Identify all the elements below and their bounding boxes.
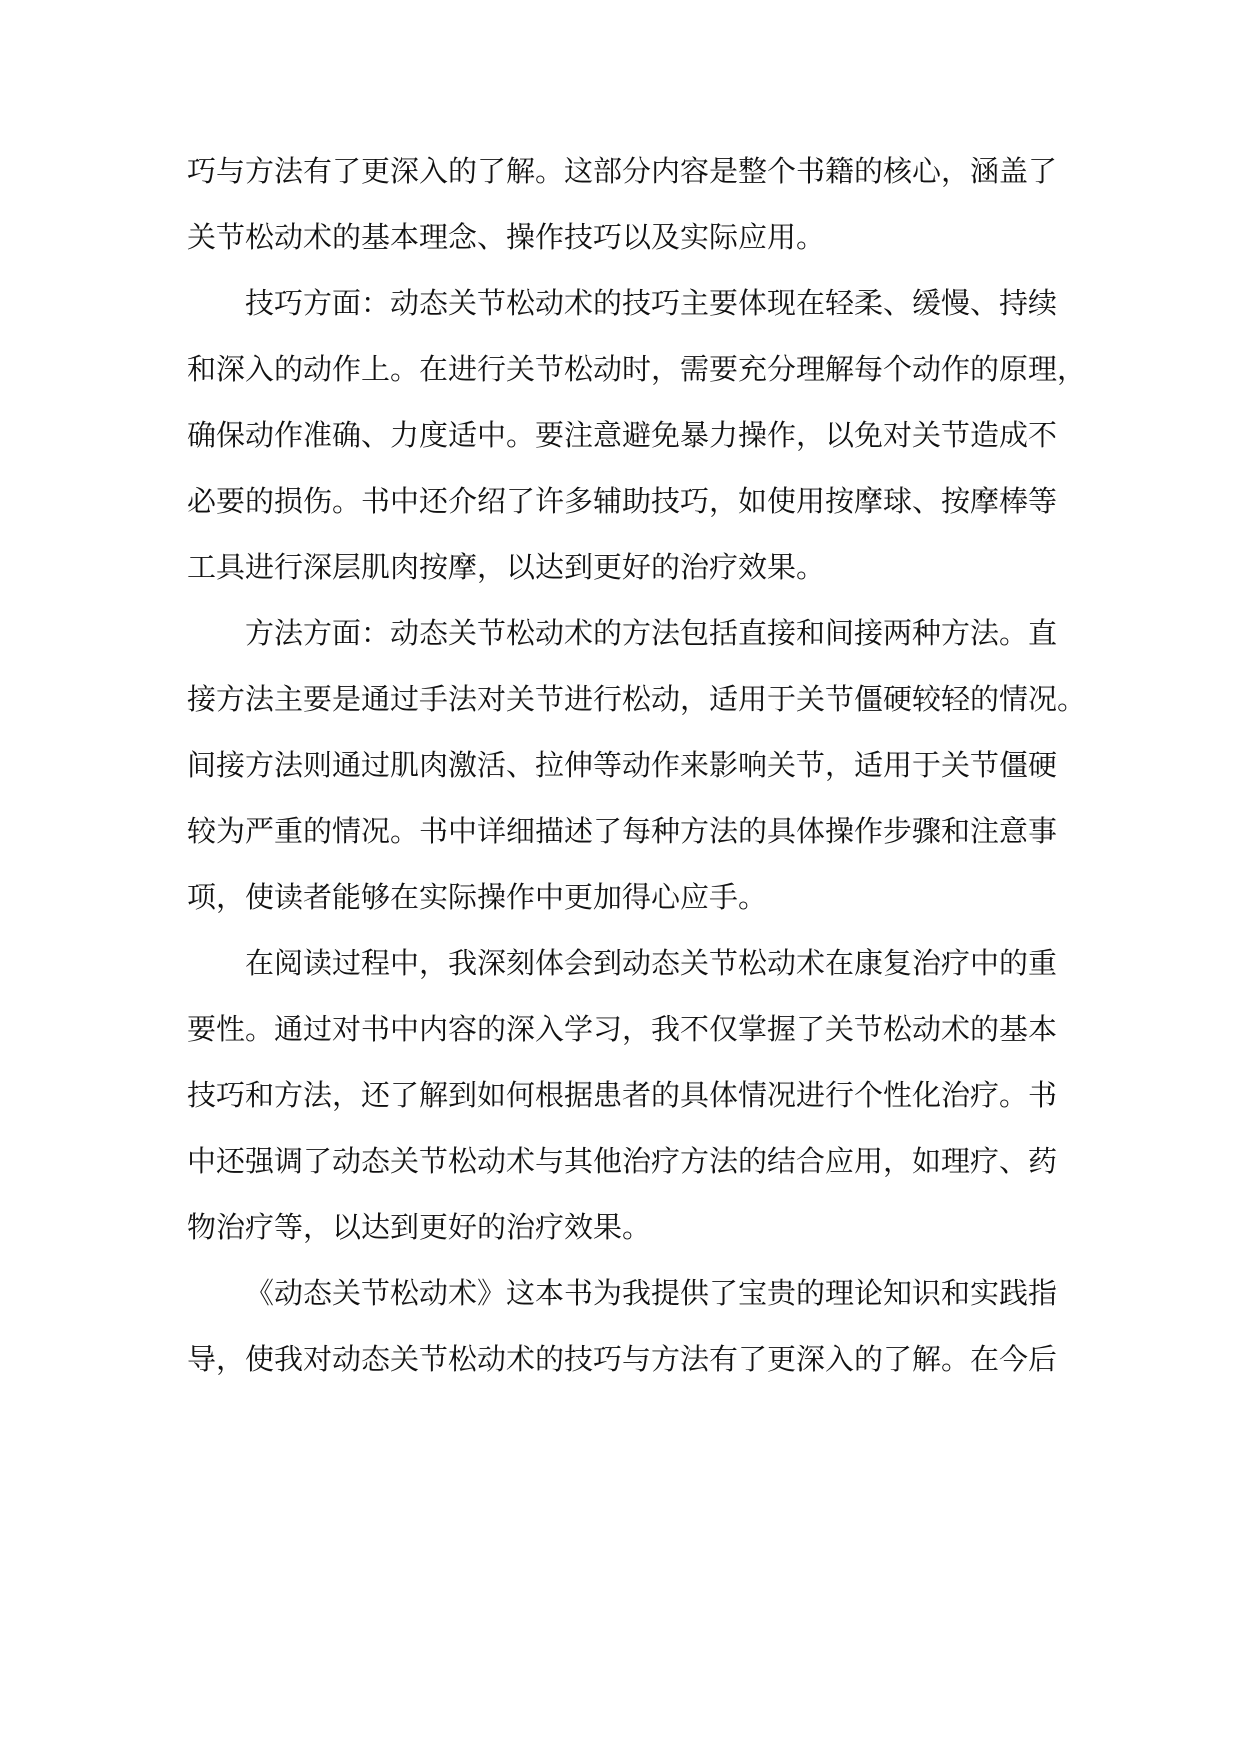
paragraph [187, 930, 1057, 1260]
paragraph [187, 600, 1087, 930]
text-line: 关节松动术的基本理念、操作技巧以及实际应用。 [187, 220, 826, 254]
text-line: 技巧和方法，还了解到如何根据患者的具体情况进行个性化治疗。书 [187, 1078, 1058, 1112]
text-line: 项，使读者能够在实际操作中更加得心应手。 [187, 880, 768, 914]
text-line: 在阅读过程中，我深刻体会到动态关节松动术在康复治疗中的重 [245, 946, 1058, 980]
text-line: 物治疗等，以达到更好的治疗效果。 [187, 1210, 652, 1244]
text-line: 较为严重的情况。书中详细描述了每种方法的具体操作步骤和注意事 [187, 814, 1058, 848]
body-text [187, 138, 1087, 1392]
text-line: 和深入的动作上。在进行关节松动时，需要充分理解每个动作的原理， [187, 352, 1087, 386]
text-line: 接方法主要是通过手法对关节进行松动，适用于关节僵硬较轻的情况。 [187, 682, 1087, 716]
text-line: 要性。通过对书中内容的深入学习，我不仅掌握了关节松动术的基本 [187, 1012, 1058, 1046]
text-line: 《动态关节松动术》这本书为我提供了宝贵的理论知识和实践指 [245, 1276, 1058, 1310]
text-line: 确保动作准确、力度适中。要注意避免暴力操作，以免对关节造成不 [187, 418, 1058, 452]
text-line: 方法方面：动态关节松动术的方法包括直接和间接两种方法。直 [245, 616, 1058, 650]
text-line: 工具进行深层肌肉按摩，以达到更好的治疗效果。 [187, 550, 826, 584]
text-line: 导，使我对动态关节松动术的技巧与方法有了更深入的了解。在今后 [187, 1342, 1058, 1376]
text-line: 必要的损伤。书中还介绍了许多辅助技巧，如使用按摩球、按摩棒等 [187, 484, 1058, 518]
text-line: 巧与方法有了更深入的了解。这部分内容是整个书籍的核心，涵盖了 [187, 154, 1058, 188]
text-line: 技巧方面：动态关节松动术的技巧主要体现在轻柔、缓慢、持续 [245, 286, 1058, 320]
text-line: 间接方法则通过肌肉激活、拉伸等动作来影响关节，适用于关节僵硬 [187, 748, 1058, 782]
paragraph [187, 270, 1087, 600]
text-line: 中还强调了动态关节松动术与其他治疗方法的结合应用，如理疗、药 [187, 1144, 1058, 1178]
paragraph [187, 1260, 1057, 1392]
paragraph [187, 138, 1057, 270]
